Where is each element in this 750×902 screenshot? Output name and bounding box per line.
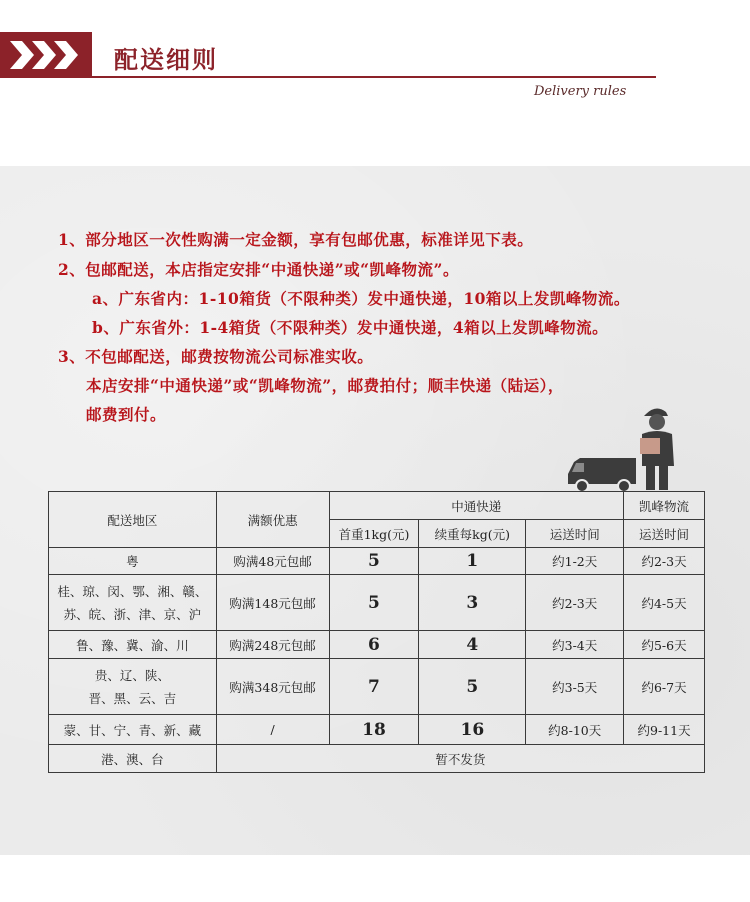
page-title: 配送细则 <box>114 45 218 74</box>
zto-time-cell: 约3-5天 <box>526 659 624 715</box>
zto-time-cell: 约2-3天 <box>526 575 624 631</box>
table-row <box>49 715 705 745</box>
no-shipping-note: 暂不发货 <box>216 745 704 773</box>
first-weight-cell: 6 <box>329 631 419 659</box>
rule-2: 2、包邮配送，本店指定安排“中通快递”或“凯峰物流”。 <box>58 260 459 279</box>
header-region: 配送地区 <box>49 492 217 548</box>
header-extra-weight: 续重每kg(元) <box>419 520 526 548</box>
table-row <box>49 548 705 575</box>
rule-3: 3、不包邮配送，邮费按物流公司标准实收。 <box>58 347 374 366</box>
region-cell: 鲁、豫、冀、渝、川 <box>49 631 217 659</box>
kf-time-cell: 约9-11天 <box>624 715 705 745</box>
chevrons-icon <box>0 32 92 78</box>
discount-cell: 购满48元包邮 <box>216 548 329 575</box>
kf-time-cell: 约5-6天 <box>624 631 705 659</box>
header-kaifeng: 凯峰物流 <box>624 492 705 520</box>
region-cell: 贵、辽、陕、 晋、黑、云、吉 <box>49 659 217 715</box>
extra-weight-cell: 3 <box>419 575 526 631</box>
first-weight-cell: 5 <box>329 548 419 575</box>
extra-weight-cell: 5 <box>419 659 526 715</box>
region-cell: 港、澳、台 <box>49 745 217 773</box>
extra-weight-cell: 4 <box>419 631 526 659</box>
table-row <box>49 659 705 715</box>
header-zto-time: 运送时间 <box>526 520 624 548</box>
page-subtitle: Delivery rules <box>534 84 627 99</box>
zto-time-cell: 约1-2天 <box>526 548 624 575</box>
kf-time-cell: 约2-3天 <box>624 548 705 575</box>
region-cell: 蒙、甘、宁、青、新、藏 <box>49 715 217 745</box>
table-row <box>49 631 705 659</box>
zto-time-cell: 约3-4天 <box>526 631 624 659</box>
rule-3-detail-2: 邮费到付。 <box>86 405 167 424</box>
table-row <box>49 745 705 773</box>
first-weight-cell: 5 <box>329 575 419 631</box>
shipping-rates-table <box>48 491 705 773</box>
discount-cell: 购满148元包邮 <box>216 575 329 631</box>
rule-3-detail: 本店安排“中通快递”或“凯峰物流”，邮费拍付；顺丰快递（陆运）， <box>86 376 564 395</box>
header-divider <box>92 76 656 78</box>
extra-weight-cell: 1 <box>419 548 526 575</box>
rule-2b: b、广东省外：1-4箱货（不限种类）发中通快递，4箱以上发凯峰物流。 <box>92 318 609 337</box>
discount-cell: / <box>216 715 329 745</box>
rule-1: 1、部分地区一次性购满一定金额，享有包邮优惠，标准详见下表。 <box>58 230 534 249</box>
region-cell: 桂、琼、闵、鄂、湘、赣、 苏、皖、浙、津、京、沪 <box>49 575 217 631</box>
kf-time-cell: 约4-5天 <box>624 575 705 631</box>
discount-cell: 购满248元包邮 <box>216 631 329 659</box>
extra-weight-cell: 16 <box>419 715 526 745</box>
first-weight-cell: 18 <box>329 715 419 745</box>
header-discount: 满额优惠 <box>216 492 329 548</box>
table-row <box>49 575 705 631</box>
header-kf-time: 运送时间 <box>624 520 705 548</box>
rule-2a: a、广东省内：1-10箱货（不限种类）发中通快递，10箱以上发凯峰物流。 <box>92 289 630 308</box>
discount-cell: 购满348元包邮 <box>216 659 329 715</box>
kf-time-cell: 约6-7天 <box>624 659 705 715</box>
delivery-man-icon <box>632 404 684 492</box>
region-cell: 粤 <box>49 548 217 575</box>
header-zto: 中通快递 <box>329 492 624 520</box>
zto-time-cell: 约8-10天 <box>526 715 624 745</box>
header-first-weight: 首重1kg(元) <box>329 520 419 548</box>
first-weight-cell: 7 <box>329 659 419 715</box>
